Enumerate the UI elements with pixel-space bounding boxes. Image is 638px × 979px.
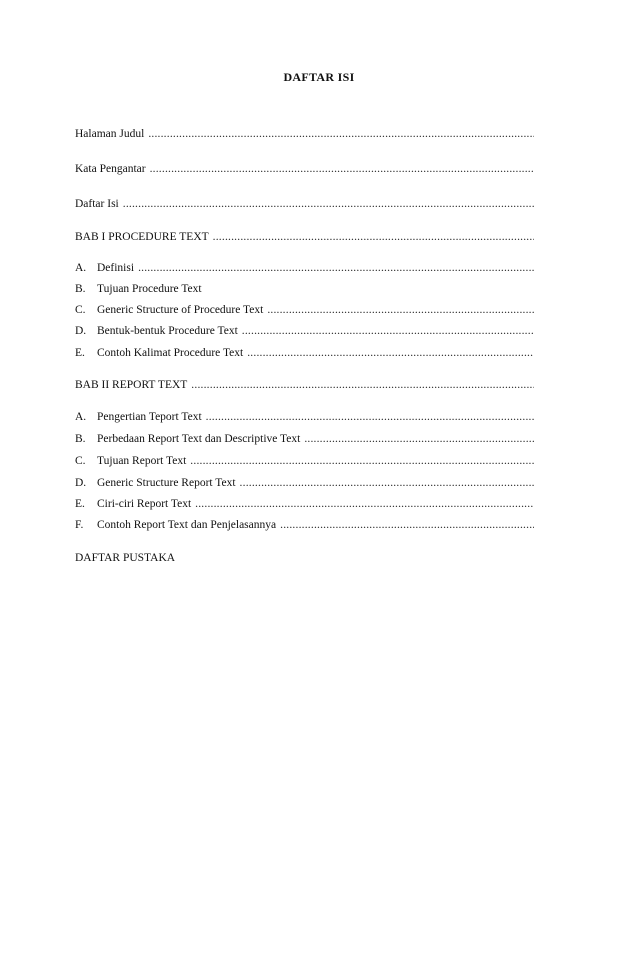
toc-entry-label: Ciri-ciri Report Text xyxy=(97,498,192,510)
dot-leader xyxy=(206,410,534,424)
dot-leader xyxy=(247,346,534,360)
toc-entry-label: Contoh Report Text dan Penjelasannya xyxy=(97,519,277,531)
toc-entry-label: Bentuk-bentuk Procedure Text xyxy=(97,325,238,337)
toc-entry-label: Perbedaan Report Text dan Descriptive Text xyxy=(97,433,301,445)
dot-leader xyxy=(138,261,534,275)
toc-entry-kata-pengantar xyxy=(75,162,534,176)
dot-leader xyxy=(191,378,534,392)
toc-entry-number: F. xyxy=(75,519,84,531)
toc-entry-daftar-isi xyxy=(75,197,534,211)
dot-leader xyxy=(280,518,534,532)
dot-leader xyxy=(148,127,534,141)
dot-leader xyxy=(304,432,534,446)
toc-entry-bab-2 xyxy=(75,378,534,392)
toc-entry-bab-1 xyxy=(75,230,534,244)
toc-entry-1d xyxy=(75,324,534,338)
toc-entry-number: C. xyxy=(75,304,86,316)
toc-entry-number: A. xyxy=(75,262,87,274)
toc-entry-halaman-judul xyxy=(75,127,534,141)
dot-leader xyxy=(242,324,534,338)
dot-leader xyxy=(150,162,534,176)
toc-entry-label: Halaman Judul xyxy=(75,128,145,140)
dot-leader xyxy=(267,303,534,317)
toc-entry-number: A. xyxy=(75,411,87,423)
dot-leader xyxy=(240,476,534,490)
dot-leader xyxy=(190,454,534,468)
toc-entry-2d xyxy=(75,476,534,490)
dot-leader xyxy=(123,197,534,211)
toc-entry-1b xyxy=(75,282,534,296)
toc-entry-1a xyxy=(75,261,534,275)
toc-entry-1e xyxy=(75,346,534,360)
toc-entry-number: D. xyxy=(75,325,87,337)
dot-leader xyxy=(195,497,534,511)
toc-entry-daftar-pustaka xyxy=(75,551,534,565)
toc-entry-number: E. xyxy=(75,498,85,510)
toc-entry-label: DAFTAR PUSTAKA xyxy=(75,552,176,564)
toc-entry-label: Kata Pengantar xyxy=(75,163,146,175)
toc-entry-number: C. xyxy=(75,455,86,467)
toc-entry-label: Definisi xyxy=(97,262,135,274)
toc-entry-label: BAB II REPORT TEXT xyxy=(75,379,188,391)
toc-entry-label: Contoh Kalimat Procedure Text xyxy=(97,347,244,359)
toc-entry-number: B. xyxy=(75,433,86,445)
toc-entry-2a xyxy=(75,410,534,424)
dot-leader xyxy=(213,230,534,244)
toc-entry-label: Generic Structure Report Text xyxy=(97,477,236,489)
toc-entry-label: Generic Structure of Procedure Text xyxy=(97,304,264,316)
page-title: DAFTAR ISI xyxy=(283,70,355,84)
toc-entry-1c xyxy=(75,303,534,317)
toc-entry-2f xyxy=(75,518,534,532)
toc-entry-label: Tujuan Procedure Text xyxy=(97,283,202,295)
toc-entry-number: E. xyxy=(75,347,85,359)
toc-entry-2b xyxy=(75,432,534,446)
toc-entry-number: D. xyxy=(75,477,87,489)
toc-entry-label: Tujuan Report Text xyxy=(97,455,187,467)
toc-entry-2e xyxy=(75,497,534,511)
toc-entry-label: Daftar Isi xyxy=(75,198,119,210)
toc-entry-label: BAB I PROCEDURE TEXT xyxy=(75,231,209,243)
toc-entry-label: Pengertian Teport Text xyxy=(97,411,202,423)
toc-entry-number: B. xyxy=(75,283,86,295)
toc-entry-2c xyxy=(75,454,534,468)
